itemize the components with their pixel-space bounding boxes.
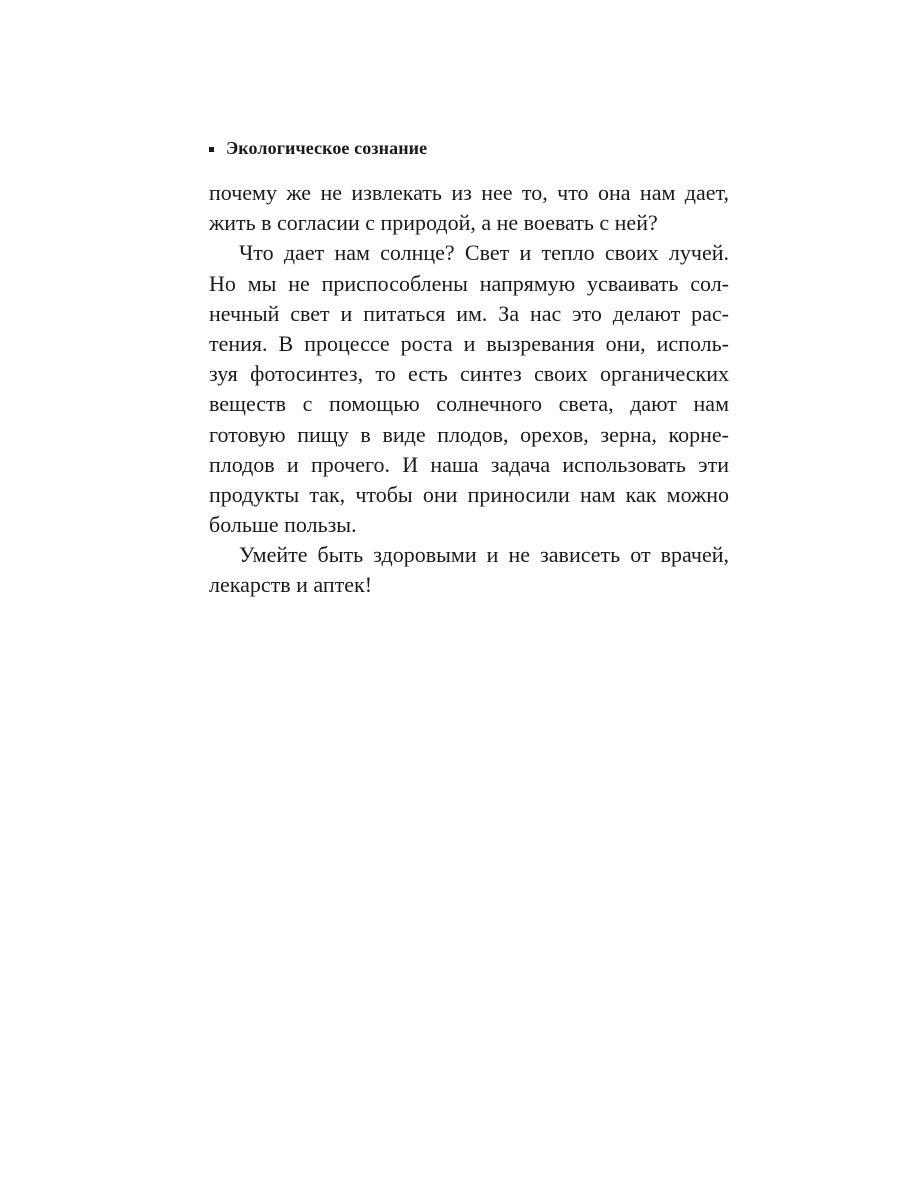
paragraph-3 <box>209 540 729 600</box>
paragraph-2 <box>209 238 729 540</box>
body-text <box>209 178 729 601</box>
text-line: продукты так, чтобы они приносили нам как можно <box>209 481 729 507</box>
text-line: веществ с помощью солнечного света, дают нам <box>209 391 729 417</box>
text-line: Но мы не приспособлены напрямую усваивать сол- <box>209 270 729 296</box>
text-line: почему же не извлекать из нее то, что она нам дает, <box>209 180 729 205</box>
running-head <box>209 136 729 160</box>
text-line: зуя фотосинтез, то есть синтез своих органических <box>209 361 729 387</box>
text-line: тения. В процессе роста и вызревания они, исполь- <box>209 330 729 356</box>
text-line: Что дает нам солнце? Свет и тепло своих лучей. <box>239 240 729 266</box>
square-bullet-icon <box>209 147 214 152</box>
text-line: готовую пищу в виде плодов, орехов, зерна, корне- <box>209 421 729 447</box>
text-line: Умейте быть здоровыми и не зависеть от врачей, <box>239 542 729 568</box>
paragraph-1 <box>209 178 729 238</box>
text-line: плодов и прочего. И наша задача использовать эти <box>209 451 729 477</box>
text-line: больше пользы. <box>209 512 357 538</box>
text-line: нечный свет и питаться им. За нас это делают рас- <box>209 300 729 326</box>
running-head-title: Экологическое сознание <box>226 137 428 158</box>
text-line: жить в согласии с природой, а не воевать с ней? <box>209 210 658 236</box>
text-line: лекарств и аптек! <box>209 572 373 598</box>
